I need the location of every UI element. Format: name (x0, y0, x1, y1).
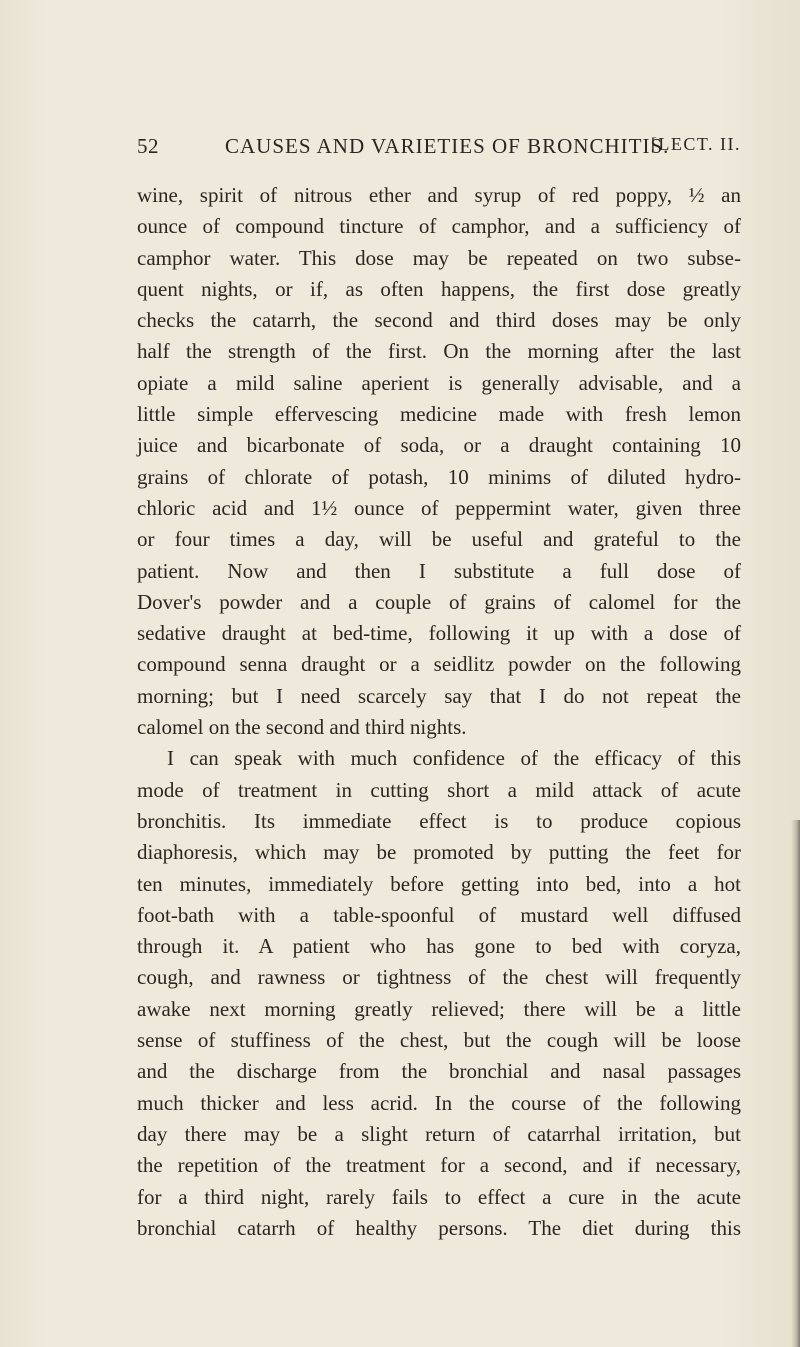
lecture-marker: [LECT. II. (650, 134, 741, 154)
text-line: camphor water. This dose may be repeated on two subse- (137, 245, 741, 270)
text-line: opiate a mild saline aperient is generally advisable, and a (137, 370, 741, 395)
page-number: 52 (137, 134, 159, 158)
text-line: quent nights, or if, as often happens, the first dose greatly (137, 276, 741, 301)
text-line: Dover's powder and a couple of grains of calomel for the (137, 589, 741, 614)
text-line: chloric acid and 1½ ounce of peppermint water, given three (137, 495, 741, 520)
text-line: diaphoresis, which may be promoted by putting the feet for (137, 840, 741, 865)
text-line: checks the catarrh, the second and third doses may be only (137, 308, 741, 333)
text-line: sense of stuffiness of the chest, but the cough will be loose (137, 1028, 741, 1053)
text-line: I can speak with much confidence of the efficacy of this (167, 746, 741, 771)
text-line: the repetition of the treatment for a second, and if necessary, (137, 1153, 741, 1178)
running-title: CAUSES AND VARIETIES OF BRONCHITIS. (225, 134, 670, 158)
text-line: half the strength of the first. On the morning after the last (137, 339, 741, 364)
text-line: through it. A patient who has gone to bed with coryza, (137, 934, 741, 959)
text-line: compound senna draught or a seidlitz powder on the following (137, 652, 741, 677)
text-line: cough, and rawness or tightness of the chest will frequently (137, 965, 741, 990)
text-line: little simple effervescing medicine made with fresh lemon (137, 402, 741, 427)
text-line: bronchitis. Its immediate effect is to produce copious (137, 808, 741, 833)
text-line: morning; but I need scarcely say that I do not repeat the (137, 683, 741, 708)
text-line: foot-bath with a table-spoonful of mustard well diffused (137, 902, 741, 927)
text-line: sedative draught at bed-time, following it up with a dose of (137, 621, 741, 646)
text-line: bronchial catarrh of healthy persons. The diet during this (137, 1215, 741, 1240)
text-line: grains of chlorate of potash, 10 minims of diluted hydro- (137, 464, 741, 489)
text-line: patient. Now and then I substitute a full dose of (137, 558, 741, 583)
text-line: day there may be a slight return of catarrhal irritation, but (137, 1121, 741, 1146)
text-line: awake next morning greatly relieved; there will be a little (137, 996, 741, 1021)
text-line: much thicker and less acrid. In the course of the following (137, 1090, 741, 1115)
text-line: or four times a day, will be useful and grateful to the (137, 527, 741, 552)
body-text (137, 180, 741, 1244)
text-line: ounce of compound tincture of camphor, and a sufficiency of (137, 214, 741, 239)
running-header (137, 134, 741, 164)
text-line: mode of treatment in cutting short a mild attack of acute (137, 777, 741, 802)
text-line: calomel on the second and third nights. (137, 715, 467, 740)
text-line: juice and bicarbonate of soda, or a draught containing 10 (137, 433, 741, 458)
text-line: for a third night, rarely fails to effect a cure in the acute (137, 1184, 741, 1209)
page-edge-shadow (791, 820, 800, 1347)
text-line: wine, spirit of nitrous ether and syrup of red poppy, ½ an (137, 183, 741, 207)
text-line: and the discharge from the bronchial and nasal passages (137, 1059, 741, 1084)
text-line: ten minutes, immediately before getting into bed, into a hot (137, 871, 741, 896)
